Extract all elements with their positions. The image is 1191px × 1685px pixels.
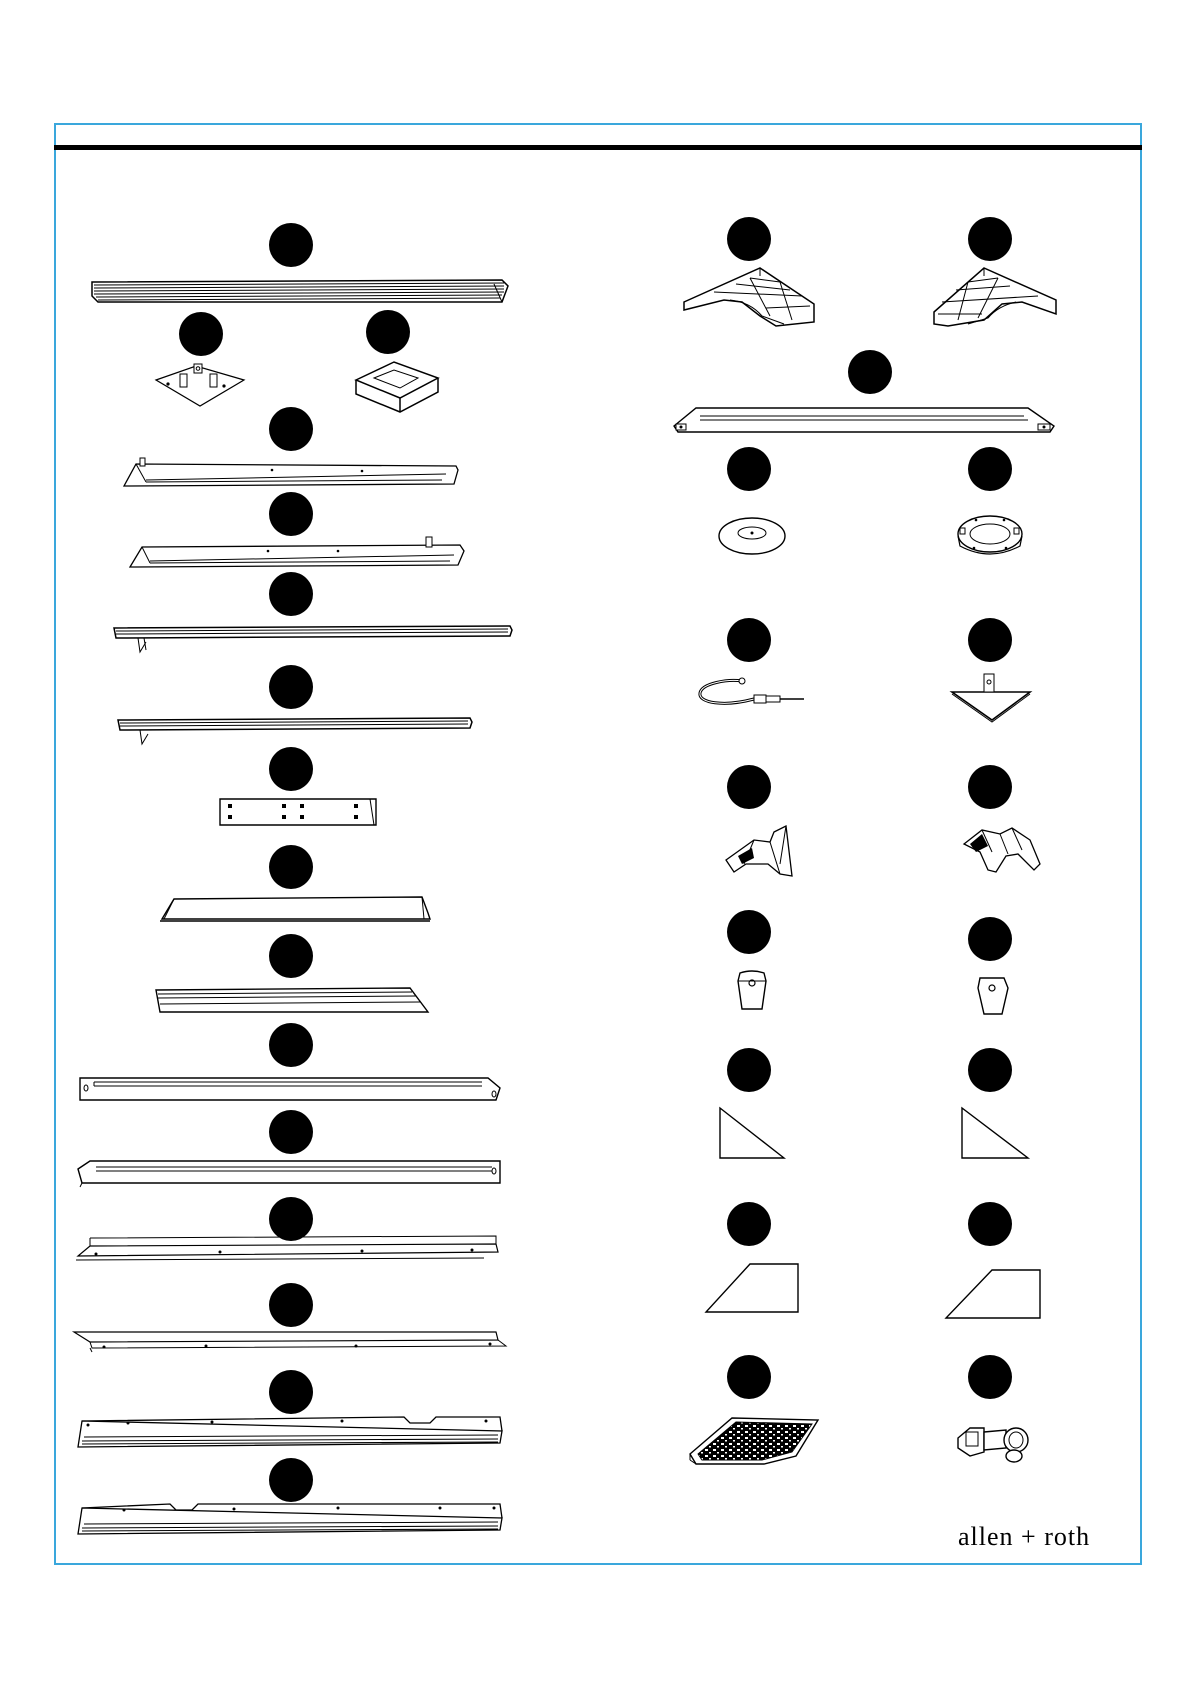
part-marker: [727, 1048, 771, 1092]
angle-rail-with-right-tab-part: [122, 458, 462, 488]
channel-rail-short-part: [116, 714, 476, 750]
angle-rail-with-left-tab-part: [128, 537, 468, 569]
part-marker: [269, 1458, 313, 1502]
part-marker: [727, 910, 771, 954]
part-marker: [968, 917, 1012, 961]
post-base-cap-part: [354, 358, 440, 414]
part-marker: [269, 1023, 313, 1067]
brand-logo: allen + roth: [958, 1522, 1091, 1551]
part-marker: [269, 845, 313, 889]
long-grooved-rail-part: [90, 276, 510, 306]
long-cross-beam-part: [672, 404, 1056, 434]
header-rule: [54, 145, 1142, 150]
cable-with-plug-part: [694, 673, 806, 709]
part-marker: [179, 312, 223, 356]
arched-corner-bracket-left-part: [680, 262, 822, 330]
channel-rail-long-part: [112, 622, 512, 658]
drilled-angle-bar-a-part: [72, 1234, 504, 1262]
arched-corner-bracket-right-part: [928, 262, 1062, 330]
part-marker: [968, 447, 1012, 491]
part-marker: [269, 934, 313, 978]
drilled-angle-bar-b-part: [72, 1330, 508, 1358]
part-marker: [269, 407, 313, 451]
flat-connecting-plate-part: [218, 797, 380, 827]
part-marker: [269, 572, 313, 616]
part-marker: [968, 765, 1012, 809]
part-marker: [366, 310, 410, 354]
part-marker: [968, 1355, 1012, 1399]
part-marker: [727, 217, 771, 261]
triangular-corner-plate-part: [950, 672, 1032, 724]
molding-strip-part: [158, 893, 434, 923]
folded-molding-strip-part: [154, 982, 430, 1014]
part-marker: [727, 447, 771, 491]
part-marker: [269, 1370, 313, 1414]
channel-beam-b-part: [76, 1159, 504, 1189]
mesh-filter-panel-part: [688, 1412, 824, 1466]
corner-plate-bracket-part: [154, 360, 246, 410]
notched-gutter-rail-b-part: [74, 1500, 506, 1536]
notched-gutter-rail-a-part: [74, 1413, 506, 1449]
part-marker: [269, 492, 313, 536]
part-marker: [968, 1048, 1012, 1092]
part-marker: [269, 1283, 313, 1327]
part-marker: [968, 1202, 1012, 1246]
part-marker: [727, 1355, 771, 1399]
part-marker: [269, 665, 313, 709]
clamp-fitting-part: [954, 1418, 1034, 1466]
ring-bracket-part: [954, 512, 1026, 562]
trapezoid-panel-b-part: [944, 1268, 1042, 1320]
part-marker: [848, 350, 892, 394]
part-marker: [269, 747, 313, 791]
angle-bracket-right-part: [962, 824, 1042, 874]
part-marker: [968, 217, 1012, 261]
round-cover-disc-part: [717, 515, 787, 557]
part-marker: [727, 765, 771, 809]
channel-beam-a-part: [78, 1074, 502, 1102]
part-marker: [727, 1202, 771, 1246]
part-marker: [727, 618, 771, 662]
angle-bracket-left-part: [724, 824, 796, 880]
part-marker: [269, 1110, 313, 1154]
trapezoid-panel-a-part: [704, 1262, 800, 1314]
end-cap-square-part: [974, 974, 1012, 1016]
part-marker: [968, 618, 1012, 662]
end-cap-round-part: [732, 969, 772, 1011]
triangle-gusset-a-part: [718, 1106, 786, 1160]
part-marker: [269, 223, 313, 267]
triangle-gusset-b-part: [960, 1106, 1030, 1160]
